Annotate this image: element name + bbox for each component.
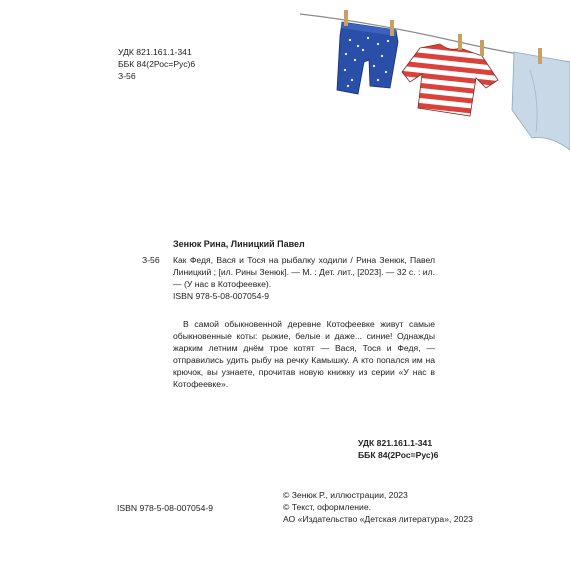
clothesline-illustration: [300, 0, 570, 235]
udk-code-bold: УДК 821.161.1-341: [358, 438, 433, 448]
clothespin-icon: [458, 34, 462, 50]
clothespin-icon: [538, 48, 542, 64]
udk-code: УДК 821.161.1-341: [118, 47, 192, 57]
copyright-block: [283, 489, 473, 525]
author-mark-side: З-56: [142, 255, 160, 265]
author-mark: З-56: [118, 71, 136, 81]
clothespin-icon: [390, 20, 394, 36]
isbn-bottom: ISBN 978-5-08-007054-9: [117, 503, 214, 513]
copyright-line: АО «Издательство «Детская литература», 2023: [283, 514, 473, 524]
striped-shirt-icon: [392, 40, 508, 116]
bbk-code-bold: ББК 84(2Рос=Рус)6: [358, 450, 439, 460]
blue-shorts-icon: [337, 22, 398, 94]
top-classification-block: [118, 46, 195, 82]
bibliographic-description: Как Федя, Вася и Тося на рыбалку ходили / Рина Зенюк, Павел Линицкий ; [ил. Рины Зенюк]. — М. : Дет. лит., [2023]. — 32 с. : ил. — (У нас в Котофеевке).: [173, 255, 435, 289]
author-heading: Зенюк Рина, Линицкий Павел: [173, 239, 305, 249]
clothespin-icon: [344, 10, 348, 26]
annotation-text: В самой обыкновенной деревне Котофеевке живут самые обыкновенные коты: рыжие, белые и даже... синие! Однажды жарким летним днём трое котят — Вася, Тося и Федя, — отправились удить рыбу на речку Камышку. А кто попался им на крючок, вы узнаете, прочитав новую книжку из серии «У нас в Котофеевке».: [173, 319, 435, 389]
clothespin-icon: [480, 40, 484, 56]
isbn-record: ISBN 978-5-08-007054-9: [173, 291, 270, 301]
bbk-code: ББК 84(2Рос=Рус)6: [118, 59, 196, 69]
copyright-line: © Зенюк Р., иллюстрации, 2023: [283, 490, 408, 500]
copyright-line: © Текст, оформление.: [283, 502, 372, 512]
sheet-icon: [512, 52, 570, 150]
right-classification-block: [358, 437, 438, 461]
